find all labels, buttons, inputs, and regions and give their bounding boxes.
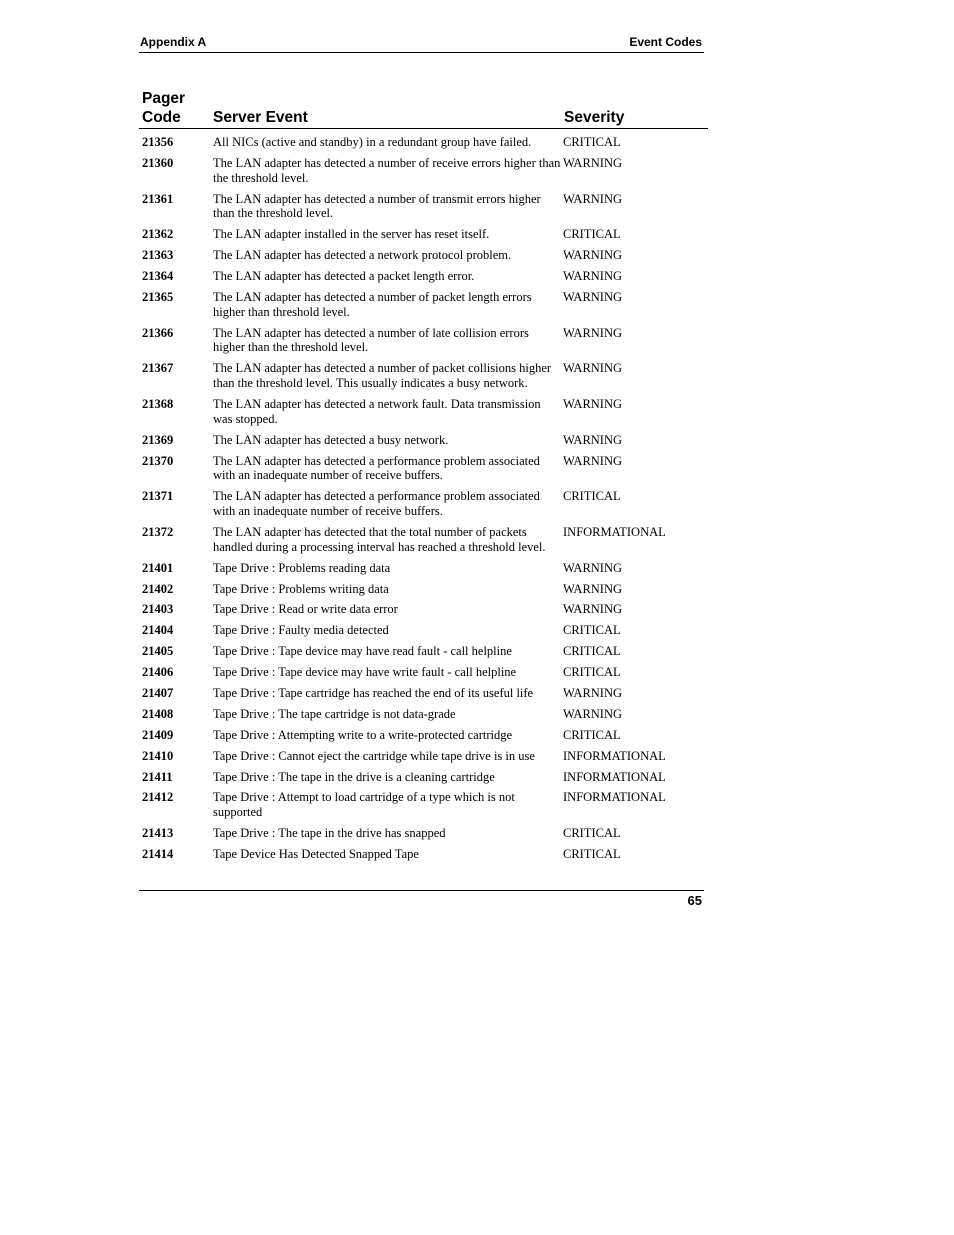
header-section-title: Appendix A <box>140 35 207 49</box>
event-code: 21366 <box>142 325 174 340</box>
event-code: 21365 <box>142 289 174 304</box>
event-severity: CRITICAL <box>563 135 621 149</box>
event-description: All NICs (active and standby) in a redundant group have failed. <box>213 135 532 149</box>
event-severity: INFORMATIONAL <box>563 524 666 539</box>
event-severity: CRITICAL <box>563 227 621 242</box>
event-description: The LAN adapter installed in the server has reset itself. <box>213 227 490 242</box>
column-header-severity: Severity <box>564 109 625 126</box>
event-code: 21370 <box>142 453 174 468</box>
event-severity: CRITICAL <box>563 665 621 680</box>
event-code: 21409 <box>142 727 174 742</box>
event-code: 21371 <box>142 489 174 504</box>
event-code: 21405 <box>142 644 174 659</box>
event-code: 21411 <box>142 769 173 784</box>
event-description: Tape Drive : Tape device may have read fault - call helpline <box>213 644 512 659</box>
event-severity: WARNING <box>563 685 623 700</box>
table-row <box>142 192 702 222</box>
event-code: 21364 <box>142 269 174 284</box>
footer-rule <box>139 890 704 891</box>
event-severity: WARNING <box>563 602 623 617</box>
event-description: The LAN adapter has detected a number of late collision errors higher than the threshold level. <box>213 325 529 355</box>
column-header-code <box>142 89 185 127</box>
event-severity: CRITICAL <box>563 489 621 504</box>
event-severity: WARNING <box>563 453 623 468</box>
event-severity: CRITICAL <box>563 644 621 659</box>
event-severity: INFORMATIONAL <box>563 748 666 763</box>
event-severity: WARNING <box>563 432 623 447</box>
event-description: Tape Drive : The tape in the drive is a cleaning cartridge <box>213 769 495 784</box>
event-code: 21362 <box>142 227 174 242</box>
page-number: 65 <box>687 893 702 908</box>
event-description: Tape Drive : Cannot eject the cartridge while tape drive is in use <box>213 748 535 763</box>
event-description: The LAN adapter has detected a network protocol problem. <box>213 248 512 263</box>
event-description: Tape Drive : Tape device may have write fault - call helpline <box>213 665 517 680</box>
column-header-event: Server Event <box>213 109 308 126</box>
event-severity: WARNING <box>563 560 623 575</box>
table-row <box>142 156 702 186</box>
table-row <box>142 728 702 743</box>
event-code: 21361 <box>142 191 174 206</box>
event-code: 21372 <box>142 524 174 539</box>
event-description: The LAN adapter has detected a packet length error. <box>213 269 475 284</box>
event-severity: WARNING <box>563 581 623 596</box>
table-row <box>142 227 702 242</box>
event-description: The LAN adapter has detected a performance problem associated with an inadequate number of receive buffers. <box>213 489 540 519</box>
event-severity: WARNING <box>563 289 623 304</box>
event-description: The LAN adapter has detected a number of packet length errors higher than threshold level. <box>213 289 532 319</box>
event-severity: INFORMATIONAL <box>563 769 666 784</box>
event-description: Tape Device Has Detected Snapped Tape <box>213 847 419 862</box>
event-code: 21407 <box>142 685 174 700</box>
event-description: The LAN adapter has detected a number of transmit errors higher than the threshold level. <box>213 191 541 221</box>
table-row <box>142 433 702 448</box>
table-row <box>142 665 702 680</box>
event-description: Tape Drive : Read or write data error <box>213 602 398 617</box>
table-row <box>142 361 702 391</box>
event-code: 21404 <box>142 623 174 638</box>
table-header <box>139 89 708 129</box>
table-row <box>142 826 702 841</box>
event-severity: CRITICAL <box>563 727 621 742</box>
event-table-body <box>142 135 702 868</box>
table-row <box>142 582 702 597</box>
event-severity: WARNING <box>563 397 623 411</box>
event-severity: CRITICAL <box>563 826 621 841</box>
event-description: Tape Drive : Problems writing data <box>213 581 389 596</box>
table-row <box>142 269 702 284</box>
event-description: Tape Drive : Attempt to load cartridge of a type which is not supported <box>213 790 515 820</box>
table-row <box>142 290 702 320</box>
event-code: 21363 <box>142 248 174 263</box>
event-code: 21402 <box>142 581 174 596</box>
table-row <box>142 623 702 638</box>
event-severity: CRITICAL <box>563 847 621 862</box>
table-row <box>142 397 702 427</box>
event-description: The LAN adapter has detected a network fault. Data transmission was stopped. <box>213 397 541 426</box>
event-severity: WARNING <box>563 706 623 721</box>
table-row <box>142 135 702 150</box>
event-code: 21410 <box>142 748 174 763</box>
event-severity: INFORMATIONAL <box>563 790 666 805</box>
column-header-code-line1: Pager <box>142 90 186 107</box>
table-row <box>142 248 702 263</box>
event-description: Tape Drive : Attempting write to a write-protected cartridge <box>213 727 513 742</box>
event-severity: CRITICAL <box>563 623 621 638</box>
column-header-code-line2: Code <box>142 109 181 126</box>
event-description: Tape Drive : The tape cartridge is not data-grade <box>213 706 456 721</box>
event-code: 21406 <box>142 665 174 680</box>
event-severity: WARNING <box>563 361 623 376</box>
table-row <box>142 686 702 701</box>
table-row <box>142 525 702 555</box>
event-code: 21367 <box>142 361 174 376</box>
table-row <box>142 790 702 820</box>
table-row <box>142 489 702 519</box>
table-row <box>142 561 702 576</box>
header-chapter-title: Event Codes <box>629 35 702 49</box>
event-severity: WARNING <box>563 248 623 263</box>
running-header <box>139 34 704 53</box>
event-description: The LAN adapter has detected that the total number of packets handled during a processing interval has reached a threshold level. <box>213 524 546 554</box>
event-description: The LAN adapter has detected a number of receive errors higher than the threshold level. <box>213 155 561 185</box>
table-row <box>142 847 702 862</box>
event-description: Tape Drive : Problems reading data <box>213 560 391 575</box>
event-description: Tape Drive : Faulty media detected <box>213 623 389 638</box>
event-code: 21360 <box>142 155 174 170</box>
event-code: 21403 <box>142 602 174 617</box>
event-description: The LAN adapter has detected a busy network. <box>213 432 449 447</box>
event-code: 21413 <box>142 826 174 841</box>
event-severity: WARNING <box>563 191 623 206</box>
event-code: 21369 <box>142 432 174 447</box>
event-description: The LAN adapter has detected a number of packet collisions higher than the threshold level. This usually indicates a busy network. <box>213 361 552 391</box>
event-severity: WARNING <box>563 269 623 284</box>
event-description: Tape Drive : Tape cartridge has reached the end of its useful life <box>213 685 534 700</box>
table-row <box>142 707 702 722</box>
event-code: 21408 <box>142 706 174 721</box>
event-code: 21414 <box>142 847 174 862</box>
event-severity: WARNING <box>563 325 623 340</box>
event-code: 21401 <box>142 560 174 575</box>
event-code: 21368 <box>142 397 174 411</box>
event-severity: WARNING <box>563 155 623 170</box>
event-description: Tape Drive : The tape in the drive has snapped <box>213 826 446 841</box>
table-row <box>142 326 702 356</box>
event-description: The LAN adapter has detected a performance problem associated with an inadequate number of receive buffers. <box>213 453 540 483</box>
table-row <box>142 644 702 659</box>
table-row <box>142 454 702 484</box>
event-code: 21412 <box>142 790 174 805</box>
table-row <box>142 770 702 785</box>
event-code: 21356 <box>142 135 174 149</box>
table-row <box>142 749 702 764</box>
table-row <box>142 602 702 617</box>
